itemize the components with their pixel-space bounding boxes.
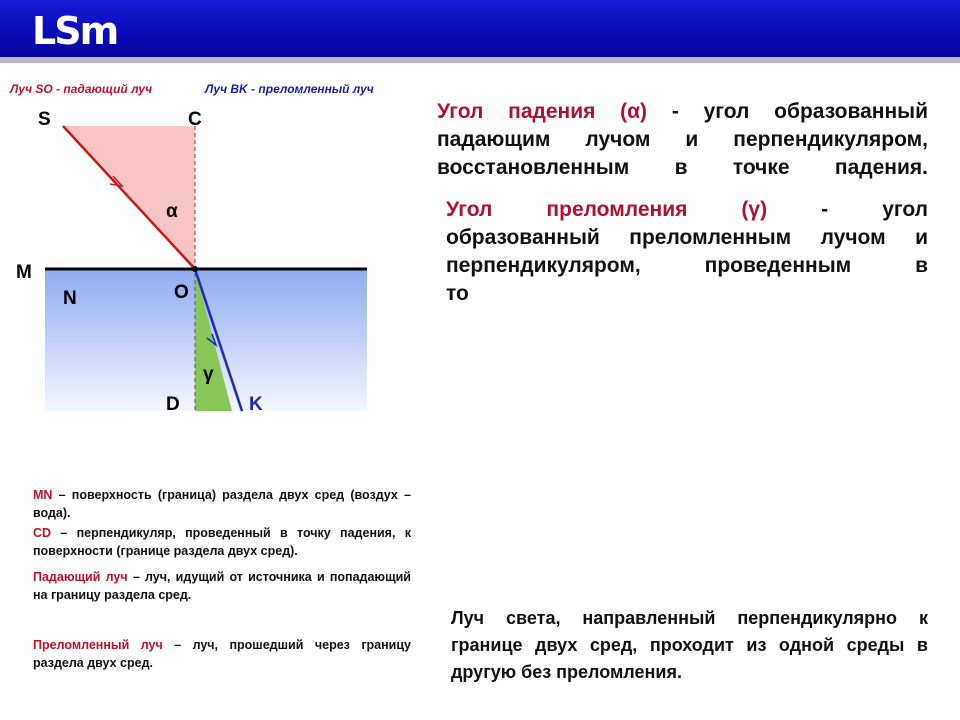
angle-of-refraction-line3: перпендикуляром, проведенным в — [446, 254, 928, 277]
definition-mn-term: MN — [33, 488, 53, 502]
logo: LSm — [32, 9, 118, 53]
header-bar — [0, 0, 960, 57]
definition-cd — [33, 524, 411, 572]
label-alpha: α — [166, 201, 178, 222]
label-m: M — [16, 262, 32, 283]
label-gamma: γ — [203, 364, 214, 385]
label-c: C — [188, 109, 202, 130]
definition-incident-ray-text: – луч, идущий от источника и попадающий на границу раздела сред. — [33, 570, 411, 602]
definition-incident-ray — [33, 568, 411, 604]
label-s: S — [38, 109, 51, 130]
angle-of-refraction-line1 — [446, 196, 928, 224]
caption-bk — [205, 82, 374, 96]
angle-of-refraction-term: Угол преломления (γ) — [446, 198, 768, 221]
angle-of-incidence-text: - угол образованный падающим лучом и перпендикуляром, восстановленным в точке падения. — [437, 100, 928, 179]
angle-of-refraction-line4: то — [446, 282, 469, 302]
refraction-diagram — [0, 100, 420, 420]
angle-of-incidence-definition — [437, 98, 928, 182]
caption-so-term: Луч SO - — [10, 82, 61, 96]
perpendicular-ray-note: Луч света, направленный перпендикулярно к границе двух сред, проходит из одной среды в другую без преломления. — [451, 608, 928, 682]
definition-refracted-ray-term: Преломленный луч — [33, 638, 163, 652]
definition-refracted-ray-text: – луч, прошедший через границу раздела двух сред. — [33, 638, 411, 670]
label-k: K — [249, 394, 263, 415]
header-divider — [0, 57, 960, 63]
definition-mn-text: – поверхность (граница) раздела двух сред (воздух –вода). — [33, 488, 411, 520]
label-d: D — [166, 394, 180, 415]
caption-bk-term: Луч BK - — [205, 82, 256, 96]
caption-so — [10, 82, 152, 96]
point-o — [192, 266, 198, 272]
angle-of-incidence-term: Угол падения (α) — [437, 100, 648, 123]
caption-so-desc: падающий луч — [63, 82, 153, 96]
definition-cd-term: CD — [33, 526, 52, 540]
caption-bk-desc: преломленный луч — [258, 82, 374, 96]
definition-refracted-ray — [33, 636, 411, 672]
definition-mn — [33, 486, 411, 522]
angle-of-refraction-line2: образованный преломленным лучом и — [446, 226, 928, 249]
definition-incident-ray-term: Падающий луч — [33, 570, 128, 584]
label-n: N — [63, 288, 77, 309]
angle-of-refraction-line1-rest: - угол — [767, 198, 928, 221]
definition-cd-text: – перпендикуляр, проведенный в точку падения, к поверхности (границе раздела двух сред). — [33, 526, 411, 558]
label-o: O — [174, 282, 189, 303]
